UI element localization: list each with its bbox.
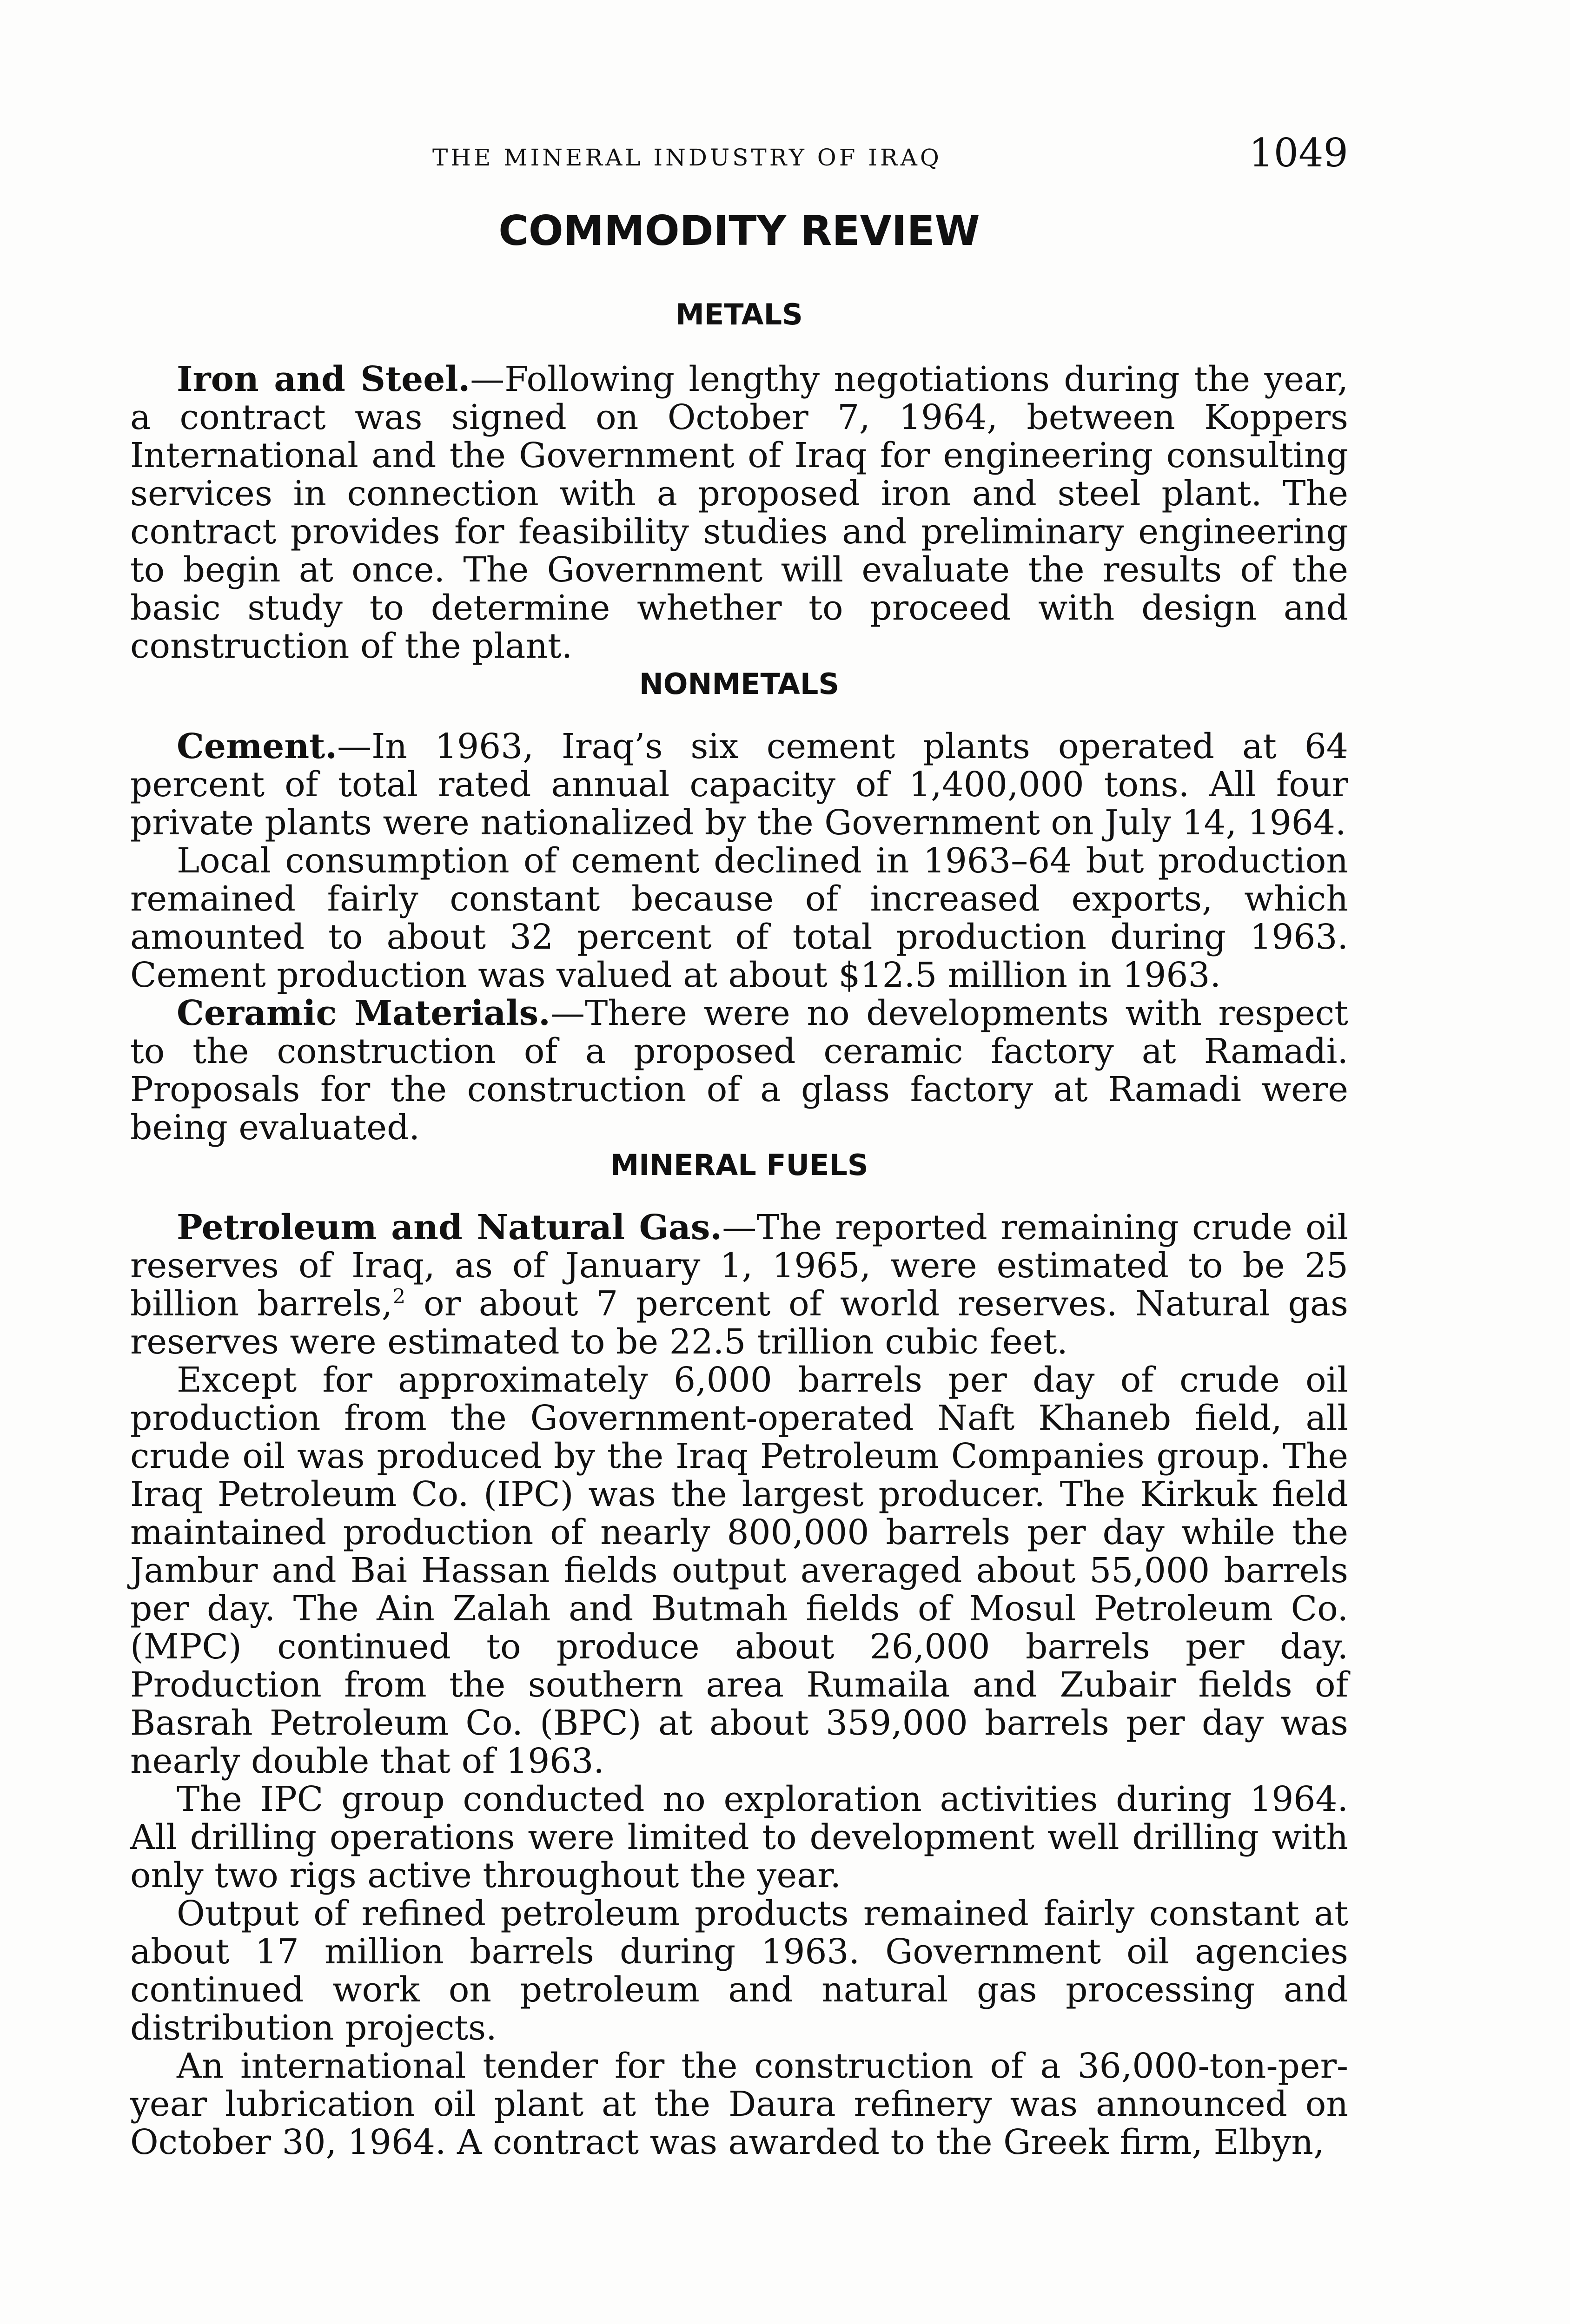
paragraph-text: —In 1963, Iraq’s six cement plants operated at 64 percent of total rated annual capacity of 1,400,000 tons. All four private plants were nationalized by the Government on July 14, 1964. [130, 726, 1348, 843]
ceramic-materials-paragraph [130, 994, 1348, 1147]
cement-consumption-paragraph: Local consumption of cement declined in 1963–64 but production remained fairly constant because of increased exports, which amounted to about 32 percent of total production during 1963. Cement production was valued at about $12.5 million in 1963. [130, 841, 1348, 995]
paragraph-text: or about 7 percent of world reserves. Natural gas reserves were estimated to be 22.5 trillion cubic feet. [130, 1284, 1349, 1362]
paragraph-lead: Petroleum and Natural Gas. [177, 1208, 722, 1248]
paragraph-lead: Iron and Steel. [177, 359, 470, 399]
petroleum-gas-paragraph [130, 1208, 1348, 1361]
main-heading: COMMODITY REVIEW [498, 207, 980, 255]
metals-section-body [130, 360, 1348, 665]
page-number: 1049 [1249, 130, 1348, 176]
mineral-fuels-section-body [130, 1208, 1348, 2161]
section-heading-nonmetals: NONMETALS [639, 667, 840, 701]
paragraph-lead: Ceramic Materials. [177, 993, 550, 1033]
refined-products-paragraph: Output of refined petroleum products remained fairly constant at about 17 million barrels during 1963. Government oil agencies continued work on petroleum and natural gas processing and distribution projects. [130, 1894, 1348, 2048]
section-heading-mineral-fuels: MINERAL FUELS [610, 1148, 868, 1182]
running-header [130, 130, 1348, 191]
paragraph-lead: Cement. [177, 726, 338, 766]
paragraph-text: —Following lengthy negotiations during the year, a contract was signed on October 7, 1964, between Koppers International and the Government of Iraq for engineering consulting services in connection with a proposed iron and steel plant. The contract provides for feasibility studies and preliminary engineering to begin at once. The Government will evaluate the results of the basic study to determine whether to proceed with design and construction of the plant. [130, 359, 1348, 666]
paragraph-text: —The reported remaining crude oil reserves of Iraq, as of January 1, 1965, were estimated to be 25 billion barrels, [130, 1208, 1348, 1324]
cement-paragraph [130, 727, 1348, 842]
paragraph-text: —There were no developments with respect to the construction of a proposed ceramic factory at Ramadi. Proposals for the construction of a glass factory at Ramadi were being evaluated. [130, 993, 1348, 1148]
running-title: THE MINERAL INDUSTRY OF IRAQ [432, 144, 942, 171]
exploration-paragraph: The IPC group conducted no exploration activities during 1964. All drilling operations were limited to development well drilling with only two rigs active throughout the year. [130, 1779, 1348, 1895]
nonmetals-section-body [130, 727, 1348, 1147]
lubrication-plant-paragraph: An international tender for the construction of a 36,000-ton-per-year lubrication oil plant at the Daura refinery was announced on October 30, 1964. A contract was awarded to the Greek firm, Elbyn, [130, 2046, 1348, 2162]
crude-production-paragraph: Except for approximately 6,000 barrels per day of crude oil production from the Government-operated Naft Khaneb field, all crude oil was produced by the Iraq Petroleum Companies group. The Iraq Petroleum Co. (IPC) was the largest producer. The Kirkuk field maintained production of nearly 800,000 barrels per day while the Jambur and Bai Hassan fields output averaged about 55,000 barrels per day. The Ain Zalah and Butmah fields of Mosul Petroleum Co. (MPC) continued to produce about 26,000 barrels per day. Production from the southern area Rumaila and Zubair fields of Basrah Petroleum Co. (BPC) at about 359,000 barrels per day was nearly double that of 1963. [130, 1360, 1348, 1781]
iron-steel-paragraph [130, 360, 1348, 665]
footnote-reference: 2 [392, 1285, 406, 1309]
section-heading-metals: METALS [676, 297, 803, 331]
